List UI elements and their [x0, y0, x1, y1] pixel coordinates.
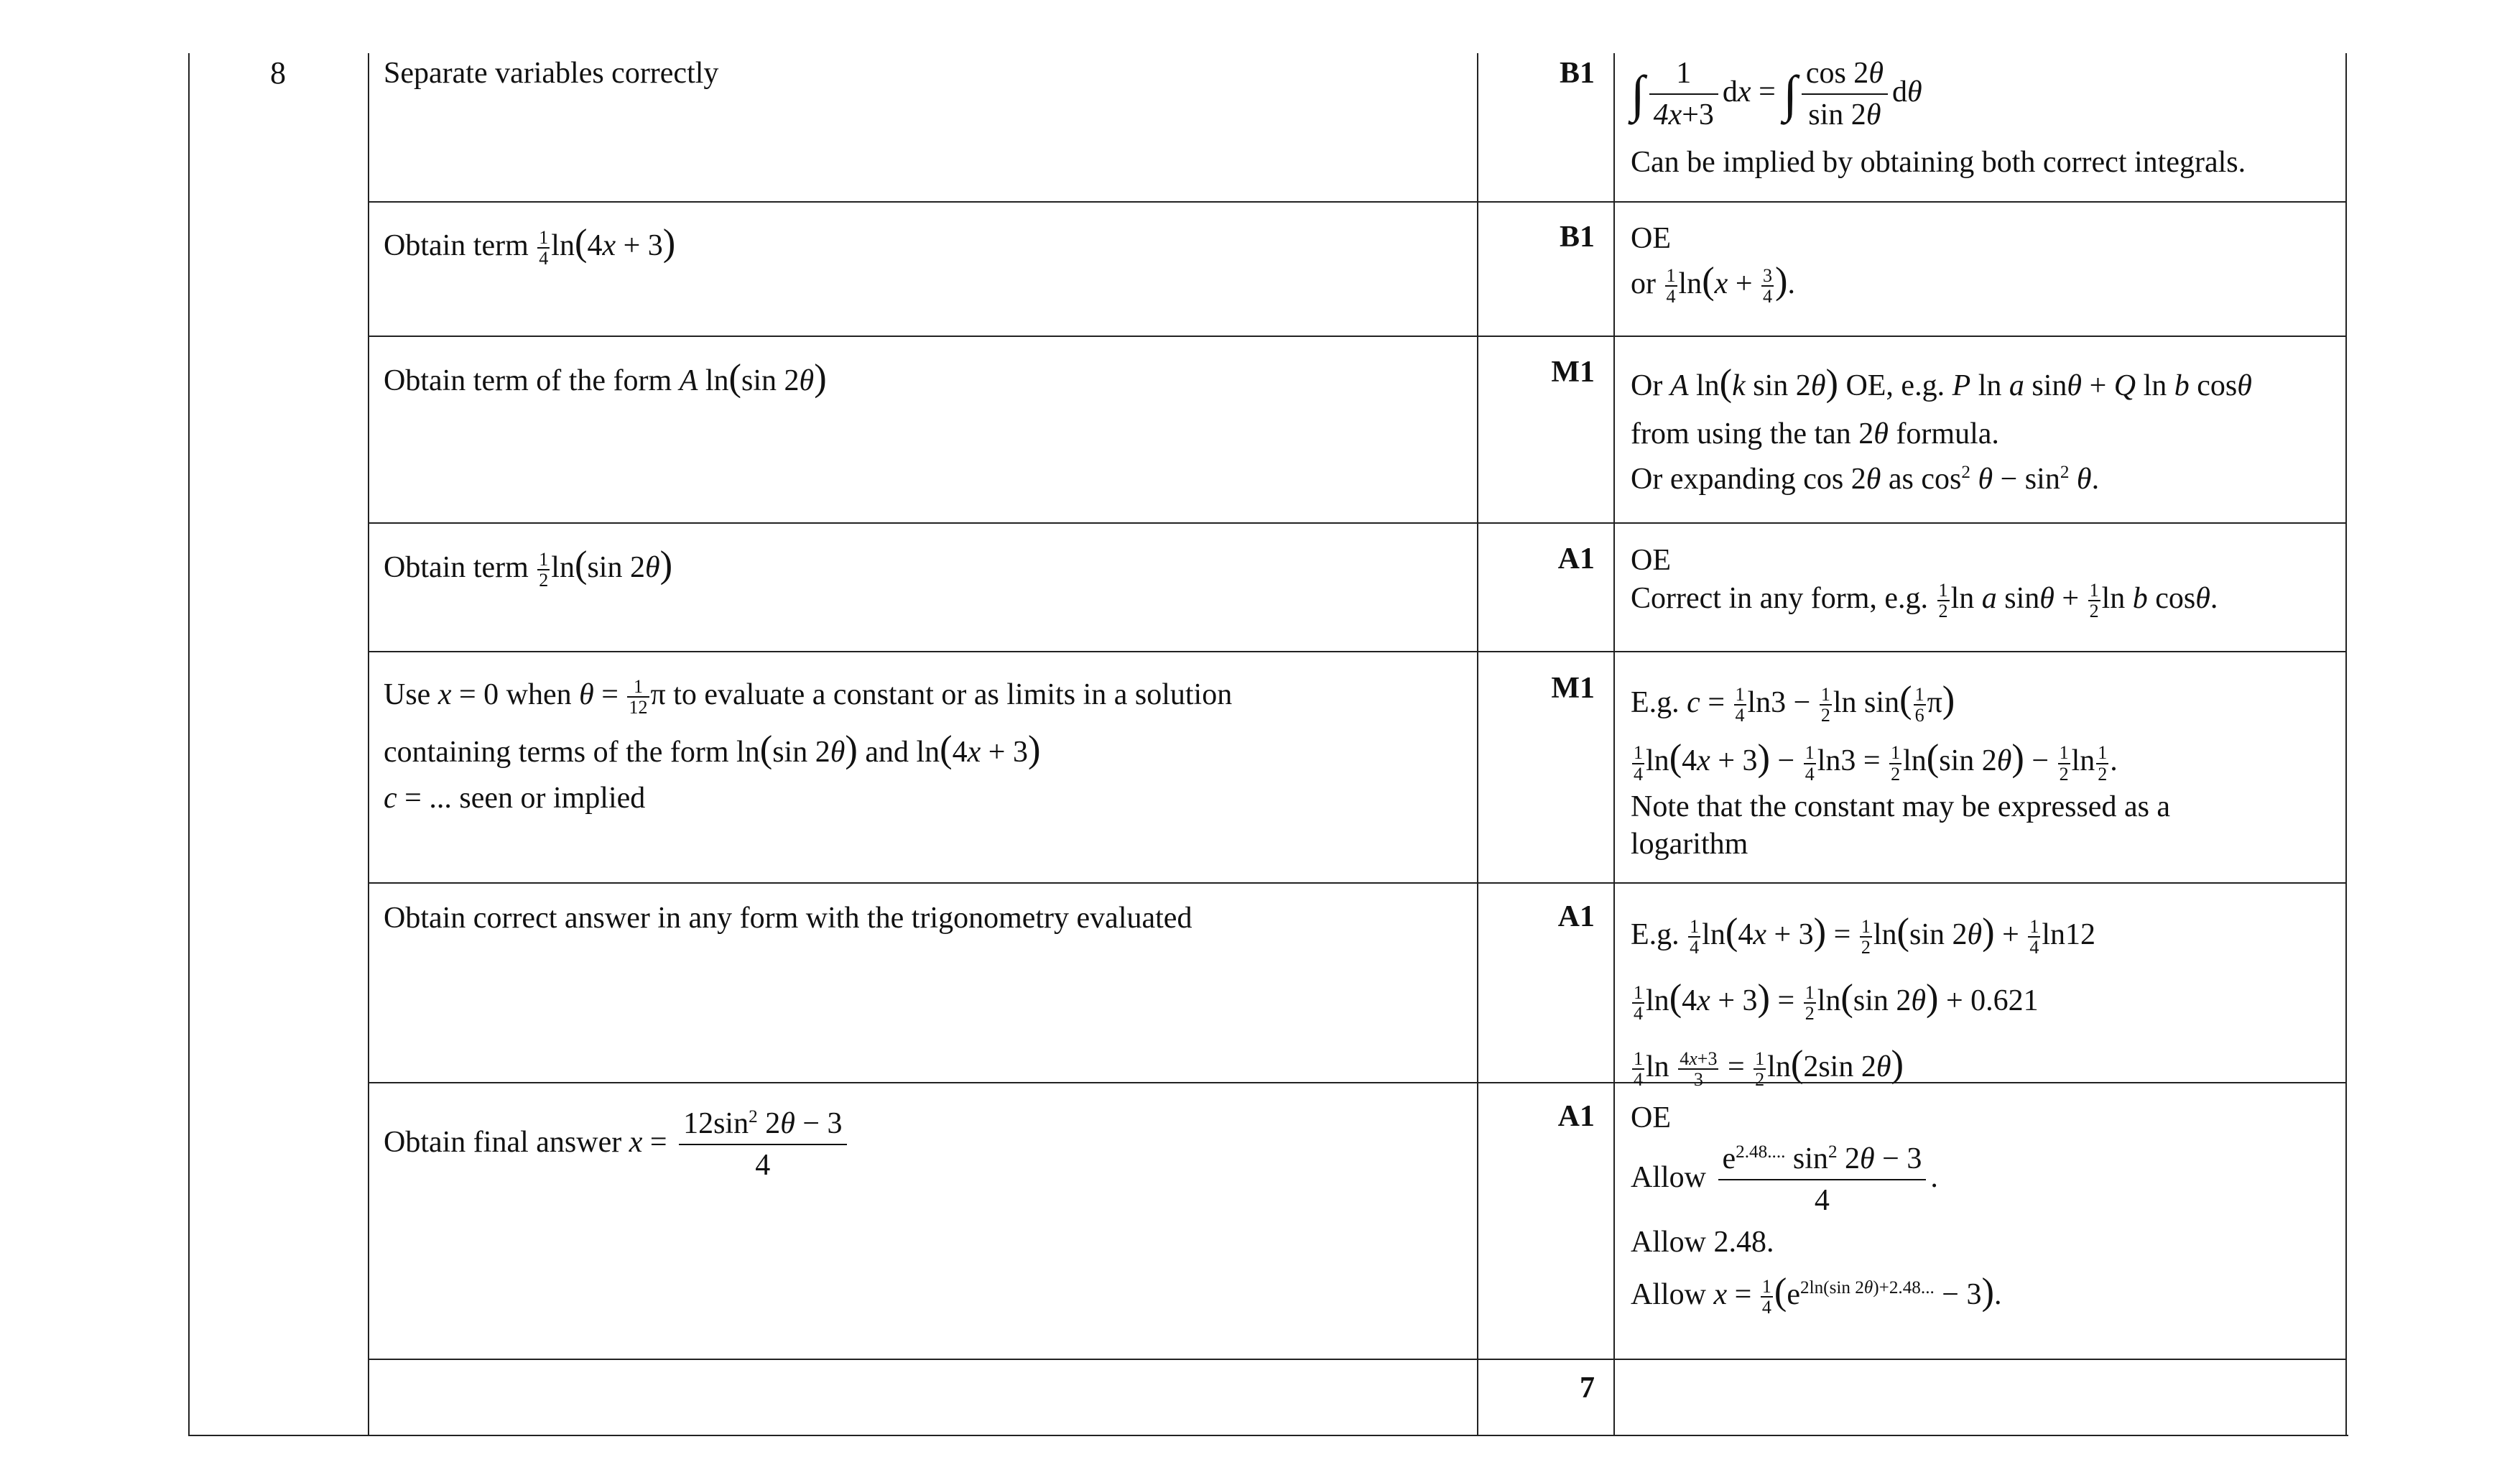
mark-code: A1 [1557, 1100, 1595, 1133]
mark-code: M1 [1551, 672, 1595, 705]
guidance-cell [1631, 899, 2342, 1098]
mark-code: A1 [1557, 900, 1595, 933]
guidance-cell [1631, 355, 2342, 502]
guidance-line: Allow 2.48. [1631, 1226, 1774, 1259]
guidance-cell [1631, 542, 2342, 621]
row-divider [368, 651, 2347, 652]
answer-text: Obtain term of the form A ln(sin 2θ) [384, 357, 827, 399]
mark-code: B1 [1559, 57, 1595, 90]
question-number: 8 [270, 55, 286, 91]
guidance-line: OE [1631, 544, 1671, 577]
guidance-line: Allow $\frac{e^{2.48....} \sin^2 2\theta - 3}{4}$ . [1631, 1142, 1938, 1217]
table-divider [1613, 53, 1615, 1435]
table-divider [1477, 53, 1478, 1435]
answer-line: containing terms of the form ln(sin 2θ) and ln(4x + 3) [384, 729, 1041, 771]
guidance-line: OE [1631, 222, 1671, 255]
guidance-line: Or expanding cos 2θ as $\cos^2 \theta - \sin^2 \theta$. [1631, 462, 2100, 496]
guidance-line: OE [1631, 1101, 1671, 1134]
answer-text: Obtain term $\frac{1}{4}$ ln(4x + 3) [384, 222, 676, 269]
answer-line: c = ... seen or implied [384, 782, 646, 815]
row-divider [368, 201, 2347, 203]
answer-text: Obtain correct answer in any form with the trigonometry evaluated [384, 902, 1192, 935]
guidance-line: E.g. $\frac{1}{4}$ ln(4x + 3) = $\frac{1}{2}$ ln(sin 2θ) + $\frac{1}{4}$ ln12 [1631, 911, 2096, 958]
guidance-line: $\frac{1}{4}$ ln(4x + 3) = $\frac{1}{2}$ ln(sin 2θ) + 0.621 [1634, 976, 2039, 1025]
answer-text: Separate variables correctly [384, 57, 719, 90]
guidance-line: Correct in any form, e.g. $\frac{1}{2}$ ln a sinθ + $\frac{1}{2}$ ln b cosθ. [1631, 579, 2218, 621]
guidance-cell [1631, 220, 2342, 306]
guidance-line: logarithm [1631, 828, 1748, 861]
table-divider [368, 53, 369, 1435]
answer-line: Use x = 0 when θ = $\frac{1}{12}$ π to evaluate a constant or as limits in a solution [384, 676, 1233, 718]
guidance-line: Or A ln(k sin 2θ) OE, e.g. P ln a sinθ + Q ln b cosθ [1631, 362, 2252, 404]
guidance-line: $\frac{1}{4}$ ln(4x + 3) − $\frac{1}{4}$ ln3 = $\frac{1}{2}$ ln(sin 2θ) − $\frac{1}{2}$ ln $\frac{1}{2}$ . [1634, 737, 2118, 785]
guidance-line: Note that the constant may be expressed as a [1631, 790, 2171, 823]
table-divider [2345, 53, 2347, 1435]
guidance-line: or $\frac{1}{4}$ ln(x + $\frac{3}{4}$ ). [1631, 259, 1796, 307]
total-mark: 7 [1580, 1372, 1595, 1405]
mark-code: M1 [1551, 356, 1595, 389]
answer-text: Obtain final answer x = $\frac{12\sin^2 2\theta - 3}{4}$ [384, 1106, 1461, 1183]
row-divider [368, 336, 2347, 337]
answer-text [384, 671, 1461, 818]
guidance-cell [1631, 1099, 2342, 1317]
answer-text: Obtain term $\frac{1}{2}$ ln(sin 2θ) [384, 544, 673, 591]
guidance-line: $\frac{1}{4}$ ln $\frac{4x+3}{3}$ = $\frac{1}{2}$ ln(2sin 2θ) [1634, 1042, 1904, 1091]
row-divider [368, 522, 2347, 524]
guidance-line: E.g. c = $\frac{1}{4}$ ln3 − $\frac{1}{2}$ ln sin( $\frac{1}{6}$ π) [1631, 679, 1955, 726]
row-divider [368, 882, 2347, 884]
guidance-cell [1631, 56, 2342, 182]
mark-code: B1 [1559, 221, 1595, 254]
guidance-line: from using the tan 2θ formula. [1631, 417, 1999, 450]
mark-code: A1 [1557, 542, 1595, 575]
row-divider [368, 1359, 2347, 1360]
guidance-cell [1631, 671, 2342, 864]
guidance-note: Can be implied by obtaining both correct integrals. [1631, 146, 2246, 179]
guidance-line: Allow x = $\frac{1}{4}$ $(e^{2ln(sin 2\theta)+2.48...} - 3)$. [1631, 1270, 2002, 1318]
guidance-equation: ∫ $\frac{1}{4x+3}$ dx = ∫ $\frac{\cos 2\theta}{\sin 2\theta}$ dθ [1631, 57, 1922, 132]
